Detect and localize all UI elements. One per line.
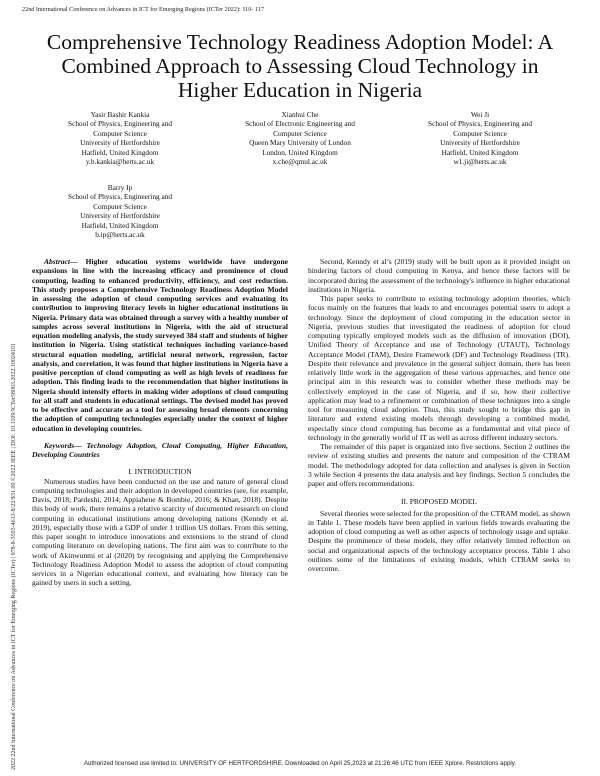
doi-sidebar (5, 80, 17, 770)
author-name: Yasir Bashir Kankia (90, 110, 150, 119)
author-affiliation: School of Physics, Engineering and (68, 192, 172, 202)
author-name: Wei Ji (470, 110, 490, 119)
keywords: Keywords— Technology Adoption, Cloud Computing, Higher Education, Developing Countries (32, 440, 288, 459)
author-block (30, 183, 210, 239)
section-heading: II. PROPOSED MODEL (400, 497, 478, 507)
right-column (308, 257, 570, 573)
author-affiliation: School of Physics, Engineering and (428, 119, 532, 129)
footer-license: Authorized licensed use limited to: UNIVERSITY OF HERTFORDSHIRE. Downloaded on April 25,2023 at 21:26:46 UTC from IEEE Xplore. Restrictions apply. (83, 760, 517, 767)
author-email: w1.ji@herts.ac.uk (453, 157, 507, 167)
left-column (32, 257, 288, 588)
author-email: y.b.kankia@herts.ac.uk (85, 157, 155, 167)
paragraph: Several theories were selected for the proposition of the CTRAM model, as shown in Table 1. These models have been applied in various fields towards evaluating the adoption of cloud computing as well as other aspects of technology usage and uptake. Despite the prominence of these models, they offer relatively limited reflection on social and organizational aspects of the technology acceptance process. Table 1 also outlines some of the limitations of existing models, which CTRAM seeks to overcome. (308, 508, 570, 573)
paragraph: The remainder of this paper is organized into five sections. Section 2 outlines the review of existing studies and presents the nature and composition of the CTRAM model. The methodology adopted for data collection and analyses is given in Section 3 while Section 4 presents the data analysis and key findings. Section 5 concludes the paper and offers recommendations. (308, 442, 570, 488)
paragraph: This paper seeks to contribute to existing technology adoption theories, which focus mainly on the features that leads to and encourages potential users to adopt a technology. Since the deployment of cloud computing in the education sector in Nigeria, previous studies that investigated the readiness of adoption for cloud computing typically employed models such as the diffusion of innovation (DOI), Unified Theory of Acceptance and use of Technology (UTAUT), Technology Acceptance Model (TAM), Desire Framework (DF) and Technology Readiness (TR). Despite their relevance and prevalence in the general subject domain, there has been relatively little work in the aggregation of these various approaches, and hence one principal aim in this research was to consider whether these methods may be collectively employed in the case of Nigeria, and if so, how their collective application may lead to a refinement or combination of these techniques into a single tool for measuring cloud adoption. Thus, this study sought to bridge this gap in literature and extend existing models through developing a combined model, especially since cloud computing has become as a fundamental and vital piece of technology in the generally world of IT as well as across different industry sectors. (308, 294, 570, 442)
author-affiliation: University of Hertfordshire (80, 138, 160, 148)
author-affiliation: School of Electronic Engineering and (245, 119, 355, 129)
section-heading: I. INTRODUCTION (128, 467, 192, 477)
author-affiliation: Computer Science (93, 128, 147, 138)
paper-title: Comprehensive Technology Readiness Adoption Model: A Combined Approach to Assessing Cloud Technology in Higher Education in Nigeria (46, 30, 554, 102)
author-block (30, 110, 210, 166)
author-block (390, 110, 570, 166)
author-affiliation: Computer Science (93, 201, 147, 211)
author-name: Barry Ip (107, 183, 133, 192)
author-affiliation: School of Physics, Engineering and (68, 119, 172, 129)
abstract-text: Higher education systems worldwide have undergone expansions in line with the increasing efficacy and prominence of cloud computing, leading to enhanced productivity, efficiency, and cost reduction. This study proposes a Comprehensive Technology Readiness Adoption Model in assessing the adoption of cloud computing services and evaluating its contribution to improving literacy levels in higher educational institutions in Nigeria. Primary data was obtained through a survey with a healthy number of samples across several institutions in Nigeria, with the aid of structural equation modeling analysis, the study surveyed 384 staff and students of higher institution in Nigeria. Using statistical techniques including variance-based structural equation modeling, artificial neural network, regression, factor analysis, and correlation, it was found that higher institutions in Nigeria have a positive perception of cloud computing as well as high levels of readiness for adoption. This finding leads to the recommendation that higher institutions in Nigeria should intensify efforts in making wider adoptions of cloud computing for all staff and students in educational settings. The devised model has proved to be effective and accurate as a tool for assessing broad elements concerning the adoption of computing technologies especially under the context of higher education in developing countries. (32, 257, 288, 433)
author-affiliation: Computer Science (453, 128, 507, 138)
author-affiliation: Hatfield, United Kingdom (81, 147, 159, 157)
author-affiliation: Queen Mary University of London (249, 138, 351, 148)
author-email: b.ip@herts.ac.uk (95, 230, 145, 240)
author-block (210, 110, 390, 166)
author-affiliation: Hatfield, United Kingdom (441, 147, 519, 157)
conference-header: 22nd International Conference on Advances in ICT for Emerging Regions (ICTer 2022): 110- 117 (22, 6, 265, 13)
author-affiliation: London, United Kingdom (262, 147, 338, 157)
author-affiliation: Hatfield, United Kingdom (81, 220, 159, 230)
abstract (32, 257, 288, 433)
paragraph: Second, Kenndy et al’s (2019) study will be built upon as it provided insight on hindering factors of cloud computing in Kenya, and hence these factors will be incorporated during the assessment of the technology's influence in higher educational institutions in Nigeria. (308, 257, 570, 294)
author-affiliation: University of Hertfordshire (440, 138, 520, 148)
intro-paragraph: Numerous studies have been conducted on the use and nature of general cloud computing technologies and their adoption in developed countries (see, for example, Davis, 2018; Pardeshi, 2014; Appiahene & Bombie, 2016; & Khan, 2018). Despite this body of work, there remains a relative scarcity of documented research on cloud computing in educational institutions among developing nations (Kenndy et al, 2019), especially those with a GDP of under 1 trillion US dollars. From this setting, this paper sought to introduce innovations and extensions to the strand of cloud computing literature on developing nations. The first aim was to contribute to the work of Akinwunmi et al (2020) by recognising and applying the Comprehensive Technology Readiness Adoption Model to assess the adoption of cloud computing services in a Nigerian educational context, and evaluating how literacy can be gained by users in such a setting. (32, 476, 288, 588)
author-affiliation: University of Hertfordshire (80, 211, 160, 221)
author-affiliation: Computer Science (273, 128, 327, 138)
doi-text: 2022 22nd International Conference on Advances in ICT for Emerging Regions (ICTer) | 978-8-3503-4613-8/22/$31.00 ©2022 IEEE | DOI: 10.1109/ICTer58063.2022.10024101 (11, 343, 17, 770)
author-name: Xianhui Che (281, 110, 319, 119)
abstract-label: Abstract— (44, 257, 78, 266)
author-email: x.che@qmul.ac.uk (272, 157, 328, 167)
